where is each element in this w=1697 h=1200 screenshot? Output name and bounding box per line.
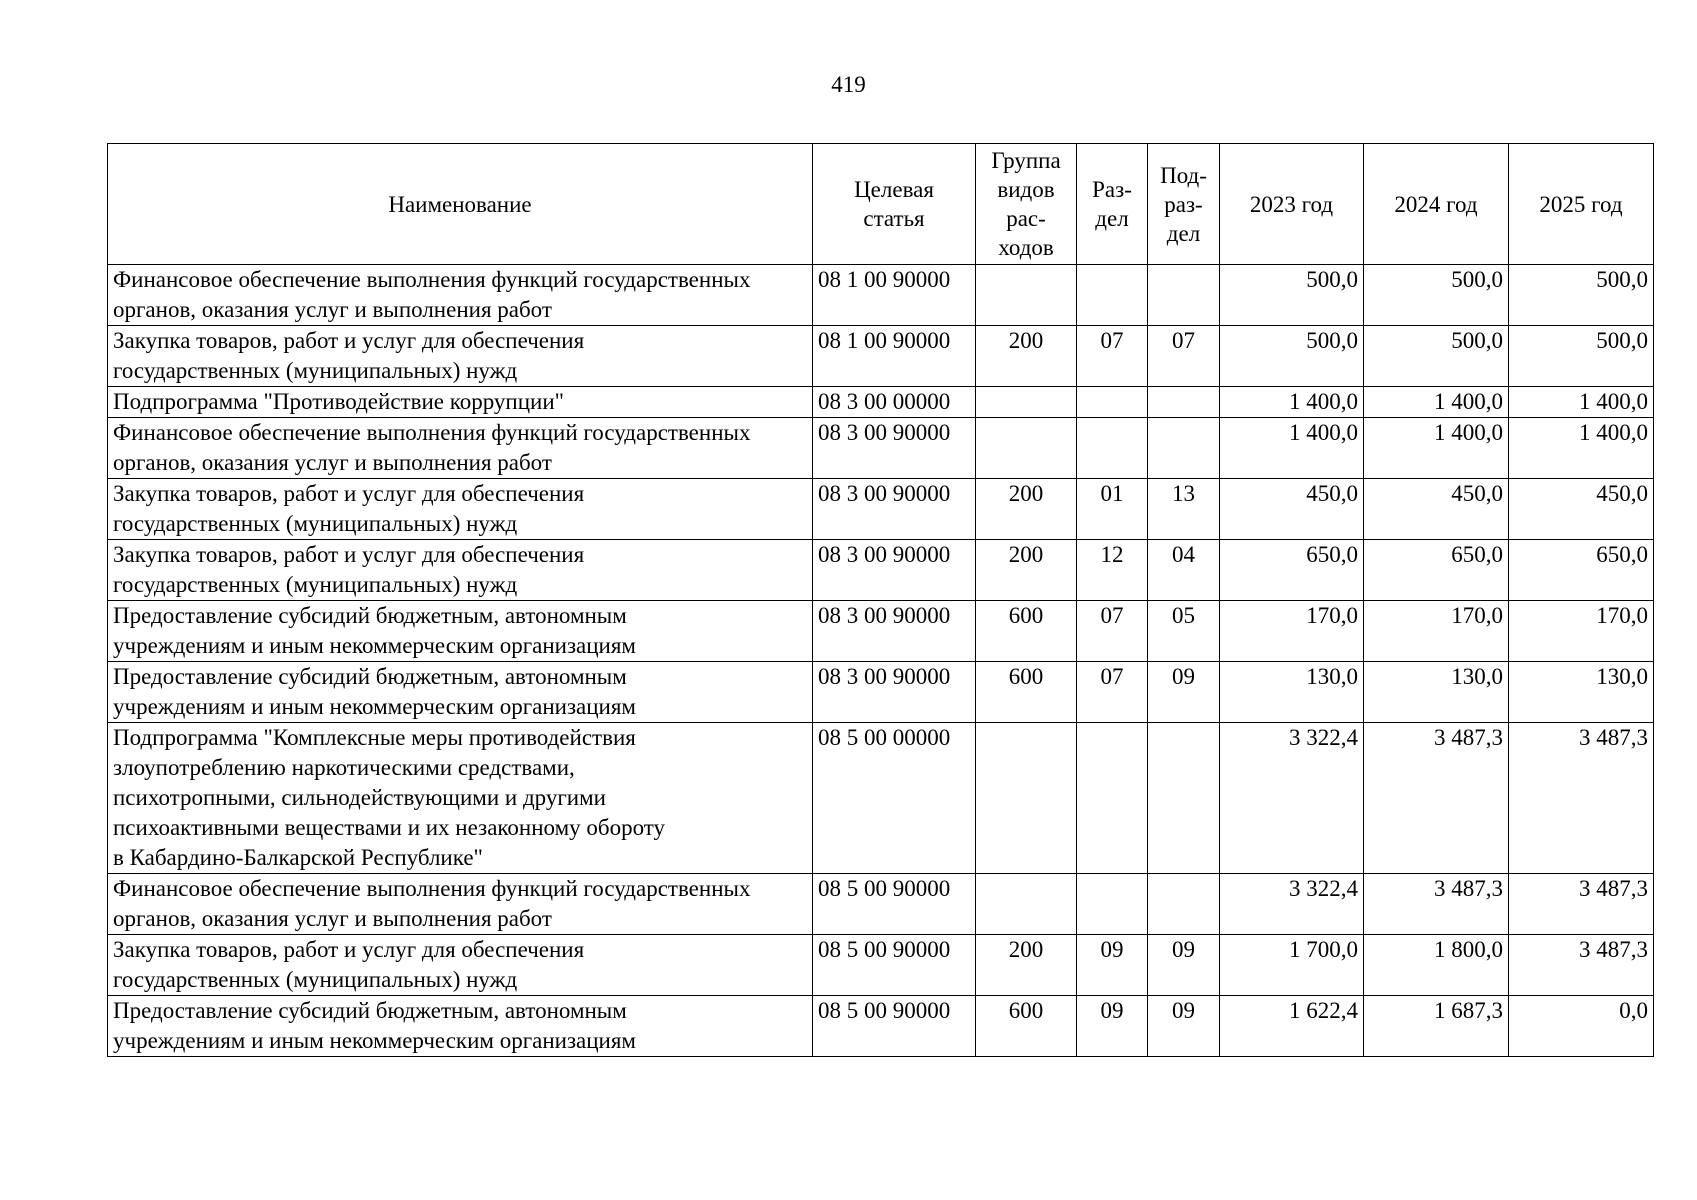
cell-2023: 130,0 [1220,662,1364,723]
cell-2025: 0,0 [1509,996,1654,1057]
cell-name-line: органов, оказания услуг и выполнения работ [113,450,552,475]
cell-subsection [1148,723,1220,874]
cell-name-line: Финансовое обеспечение выполнения функций государственных [113,420,751,445]
cell-name-line: Предоставление субсидий бюджетным, автономным [113,664,627,689]
cell-name [108,540,813,601]
table-row [108,418,1654,479]
cell-subsection: 09 [1148,662,1220,723]
cell-2025: 500,0 [1509,326,1654,387]
cell-2024: 500,0 [1364,265,1509,326]
cell-section [1077,265,1148,326]
cell-group: 200 [976,479,1077,540]
cell-section [1077,723,1148,874]
cell-target: 08 5 00 90000 [813,996,976,1057]
cell-2024: 1 400,0 [1364,418,1509,479]
cell-name-line: Закупка товаров, работ и услуг для обеспечения [113,937,585,962]
cell-name [108,479,813,540]
table-row [108,601,1654,662]
cell-group: 600 [976,601,1077,662]
cell-2023: 1 400,0 [1220,387,1364,418]
cell-group: 200 [976,540,1077,601]
cell-section: 01 [1077,479,1148,540]
cell-name-line: Предоставление субсидий бюджетным, автономным [113,998,627,1023]
cell-target: 08 3 00 90000 [813,540,976,601]
cell-2025: 650,0 [1509,540,1654,601]
table-row [108,265,1654,326]
cell-group [976,265,1077,326]
cell-2023: 650,0 [1220,540,1364,601]
cell-section: 09 [1077,996,1148,1057]
header-group: Группа видов рас- ходов [976,144,1077,265]
cell-subsection [1148,418,1220,479]
cell-subsection [1148,387,1220,418]
cell-name-line: Закупка товаров, работ и услуг для обеспечения [113,481,585,506]
cell-section: 09 [1077,935,1148,996]
cell-subsection [1148,265,1220,326]
cell-2023: 3 322,4 [1220,874,1364,935]
cell-name-line: органов, оказания услуг и выполнения работ [113,297,552,322]
budget-table [107,143,1654,1057]
cell-2023: 1 700,0 [1220,935,1364,996]
cell-2025: 1 400,0 [1509,418,1654,479]
cell-subsection: 13 [1148,479,1220,540]
cell-2025: 170,0 [1509,601,1654,662]
cell-group: 200 [976,935,1077,996]
cell-subsection: 09 [1148,996,1220,1057]
page-number: 419 [831,72,866,97]
cell-name-line: государственных (муниципальных) нужд [113,572,518,597]
cell-name [108,662,813,723]
cell-2025: 1 400,0 [1509,387,1654,418]
cell-name-line: государственных (муниципальных) нужд [113,967,518,992]
cell-name-line: государственных (муниципальных) нужд [113,358,518,383]
cell-name [108,935,813,996]
header-2023: 2023 год [1220,144,1364,265]
cell-2023: 1 400,0 [1220,418,1364,479]
cell-name-line: органов, оказания услуг и выполнения работ [113,906,552,931]
cell-name-line: Предоставление субсидий бюджетным, автономным [113,603,627,628]
header-target: Целевая статья [813,144,976,265]
cell-2025: 3 487,3 [1509,935,1654,996]
cell-name-line: учреждениям и иным некоммерческим организациям [113,1028,636,1053]
cell-2025: 500,0 [1509,265,1654,326]
cell-name-line: государственных (муниципальных) нужд [113,511,518,536]
cell-subsection: 04 [1148,540,1220,601]
cell-2024: 450,0 [1364,479,1509,540]
cell-name-line: Финансовое обеспечение выполнения функций государственных [113,267,751,292]
cell-name [108,326,813,387]
cell-2023: 450,0 [1220,479,1364,540]
cell-section [1077,874,1148,935]
cell-2024: 1 687,3 [1364,996,1509,1057]
cell-2024: 1 800,0 [1364,935,1509,996]
cell-target: 08 1 00 90000 [813,326,976,387]
cell-name-line: Подпрограмма "Комплексные меры противодействия [113,725,636,750]
cell-target: 08 5 00 90000 [813,935,976,996]
cell-2023: 500,0 [1220,326,1364,387]
cell-2024: 650,0 [1364,540,1509,601]
cell-target: 08 3 00 90000 [813,479,976,540]
cell-name-line: злоупотреблению наркотическими средствами, [113,755,575,780]
cell-subsection: 09 [1148,935,1220,996]
cell-name [108,996,813,1057]
cell-group: 200 [976,326,1077,387]
cell-name [108,601,813,662]
cell-name-line: учреждениям и иным некоммерческим организациям [113,694,636,719]
cell-target: 08 3 00 90000 [813,601,976,662]
cell-name-line: учреждениям и иным некоммерческим организациям [113,633,636,658]
cell-name [108,874,813,935]
cell-2025: 450,0 [1509,479,1654,540]
cell-name-line: психоактивными веществами и их незаконному обороту [113,815,666,840]
table-body [108,265,1654,1057]
cell-group [976,418,1077,479]
cell-name [108,265,813,326]
table-row [108,996,1654,1057]
cell-name [108,723,813,874]
header-subsection: Под- раз- дел [1148,144,1220,265]
cell-name-line: Финансовое обеспечение выполнения функций государственных [113,876,751,901]
cell-name-line: Подпрограмма "Противодействие коррупции" [113,389,565,414]
cell-2024: 3 487,3 [1364,874,1509,935]
cell-section: 07 [1077,326,1148,387]
cell-target: 08 3 00 90000 [813,418,976,479]
header-2024: 2024 год [1364,144,1509,265]
cell-group: 600 [976,996,1077,1057]
cell-group [976,874,1077,935]
cell-target: 08 3 00 00000 [813,387,976,418]
cell-section [1077,418,1148,479]
table-row [108,326,1654,387]
cell-name-line: в Кабардино-Балкарской Республике" [113,845,483,870]
cell-2023: 500,0 [1220,265,1364,326]
cell-2023: 1 622,4 [1220,996,1364,1057]
cell-section: 12 [1077,540,1148,601]
cell-2024: 130,0 [1364,662,1509,723]
table-row [108,662,1654,723]
cell-name-line: Закупка товаров, работ и услуг для обеспечения [113,328,585,353]
table-row [108,479,1654,540]
cell-subsection: 07 [1148,326,1220,387]
cell-target: 08 1 00 90000 [813,265,976,326]
cell-name [108,418,813,479]
cell-2023: 170,0 [1220,601,1364,662]
cell-subsection: 05 [1148,601,1220,662]
cell-2024: 1 400,0 [1364,387,1509,418]
cell-section [1077,387,1148,418]
cell-group [976,723,1077,874]
table-row [108,387,1654,418]
cell-name-line: психотропными, сильнодействующими и другими [113,785,606,810]
cell-2025: 3 487,3 [1509,874,1654,935]
cell-name-line: Закупка товаров, работ и услуг для обеспечения [113,542,585,567]
cell-section: 07 [1077,662,1148,723]
header-section: Раз- дел [1077,144,1148,265]
cell-section: 07 [1077,601,1148,662]
cell-2025: 130,0 [1509,662,1654,723]
header-2025: 2025 год [1509,144,1654,265]
table-row [108,935,1654,996]
table-row [108,723,1654,874]
table-row [108,874,1654,935]
cell-name [108,387,813,418]
cell-target: 08 5 00 90000 [813,874,976,935]
cell-subsection [1148,874,1220,935]
cell-2025: 3 487,3 [1509,723,1654,874]
table-row [108,540,1654,601]
cell-group [976,387,1077,418]
cell-target: 08 3 00 90000 [813,662,976,723]
cell-2024: 500,0 [1364,326,1509,387]
header-name: Наименование [108,144,813,265]
header-row [108,144,1654,265]
cell-group: 600 [976,662,1077,723]
cell-target: 08 5 00 00000 [813,723,976,874]
cell-2023: 3 322,4 [1220,723,1364,874]
cell-2024: 3 487,3 [1364,723,1509,874]
cell-2024: 170,0 [1364,601,1509,662]
